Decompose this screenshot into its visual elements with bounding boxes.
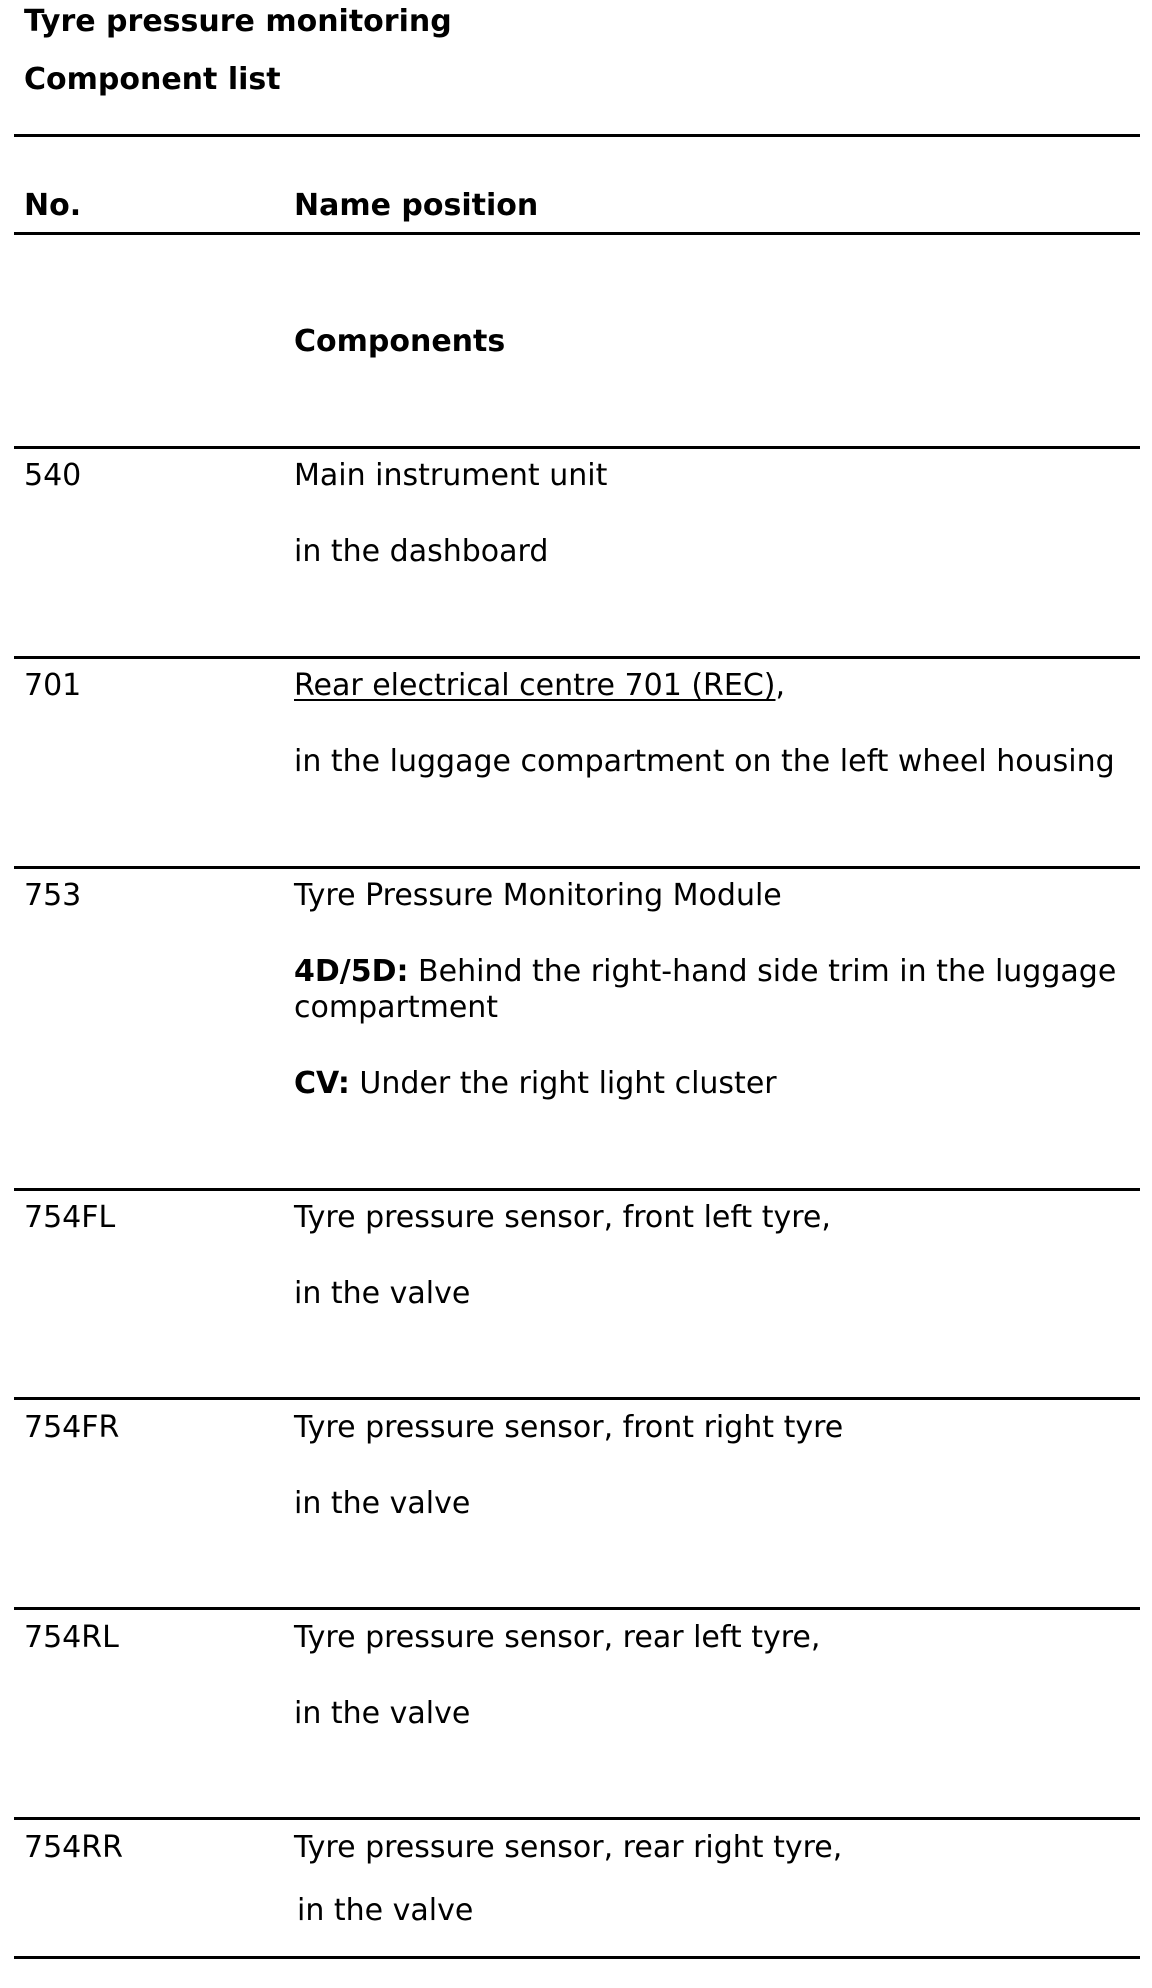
component-name [294,668,1140,704]
divider [14,134,1140,137]
component-name-position [294,668,1140,780]
divider [14,866,1140,869]
divider [14,656,1140,659]
component-name: Tyre Pressure Monitoring Module [294,878,782,913]
divider [14,1188,1140,1191]
component-position: in the valve [294,1276,471,1311]
component-position: in the valve [297,1893,474,1928]
component-name-position [294,1410,1140,1522]
component-number: 753 [24,878,82,913]
component-number: 754RL [24,1620,119,1655]
component-name-suffix: , [775,668,786,703]
divider [14,1607,1140,1610]
component-number: 754FR [24,1410,120,1445]
component-position-variant [294,954,1140,1026]
column-header-name-position: Name position [294,188,539,223]
component-position: in the valve [294,1486,471,1521]
variant-label: 4D/5D: [294,954,409,989]
component-name-position [294,878,1140,1102]
component-name-position [294,1200,1140,1312]
component-position: in the dashboard [294,534,549,569]
divider [14,446,1140,449]
component-name-position [294,1830,1140,1929]
component-number: 540 [24,458,82,493]
divider [14,1817,1140,1820]
divider [14,1956,1140,1959]
document-title: Tyre pressure monitoring [24,4,452,39]
component-number: 754FL [24,1200,116,1235]
component-name-position [294,458,1140,570]
component-name: Tyre pressure sensor, rear left tyre, [294,1620,821,1655]
component-name: Tyre pressure sensor, front right tyre [294,1410,844,1445]
variant-label: CV: [294,1066,350,1101]
rear-electrical-centre-link[interactable]: Rear electrical centre 701 (REC) [294,668,776,703]
component-name: Tyre pressure sensor, front left tyre, [294,1200,831,1235]
column-header-no: No. [24,188,82,223]
component-name: Tyre pressure sensor, rear right tyre, [294,1830,843,1865]
divider [14,1397,1140,1400]
component-name: Main instrument unit [294,458,608,493]
document-subtitle: Component list [24,62,281,97]
component-name-position [294,1620,1140,1732]
component-position: in the valve [294,1696,471,1731]
component-number: 754RR [24,1830,123,1865]
variant-text: Under the right light cluster [349,1066,777,1101]
section-heading-components: Components [294,324,506,359]
component-position-variant [294,1066,1140,1102]
divider [14,232,1140,235]
component-position: in the luggage compartment on the left wheel housing [294,744,1115,779]
component-number: 701 [24,668,82,703]
variant-text: Behind the right-hand side trim in the luggage compartment [294,954,1117,1025]
